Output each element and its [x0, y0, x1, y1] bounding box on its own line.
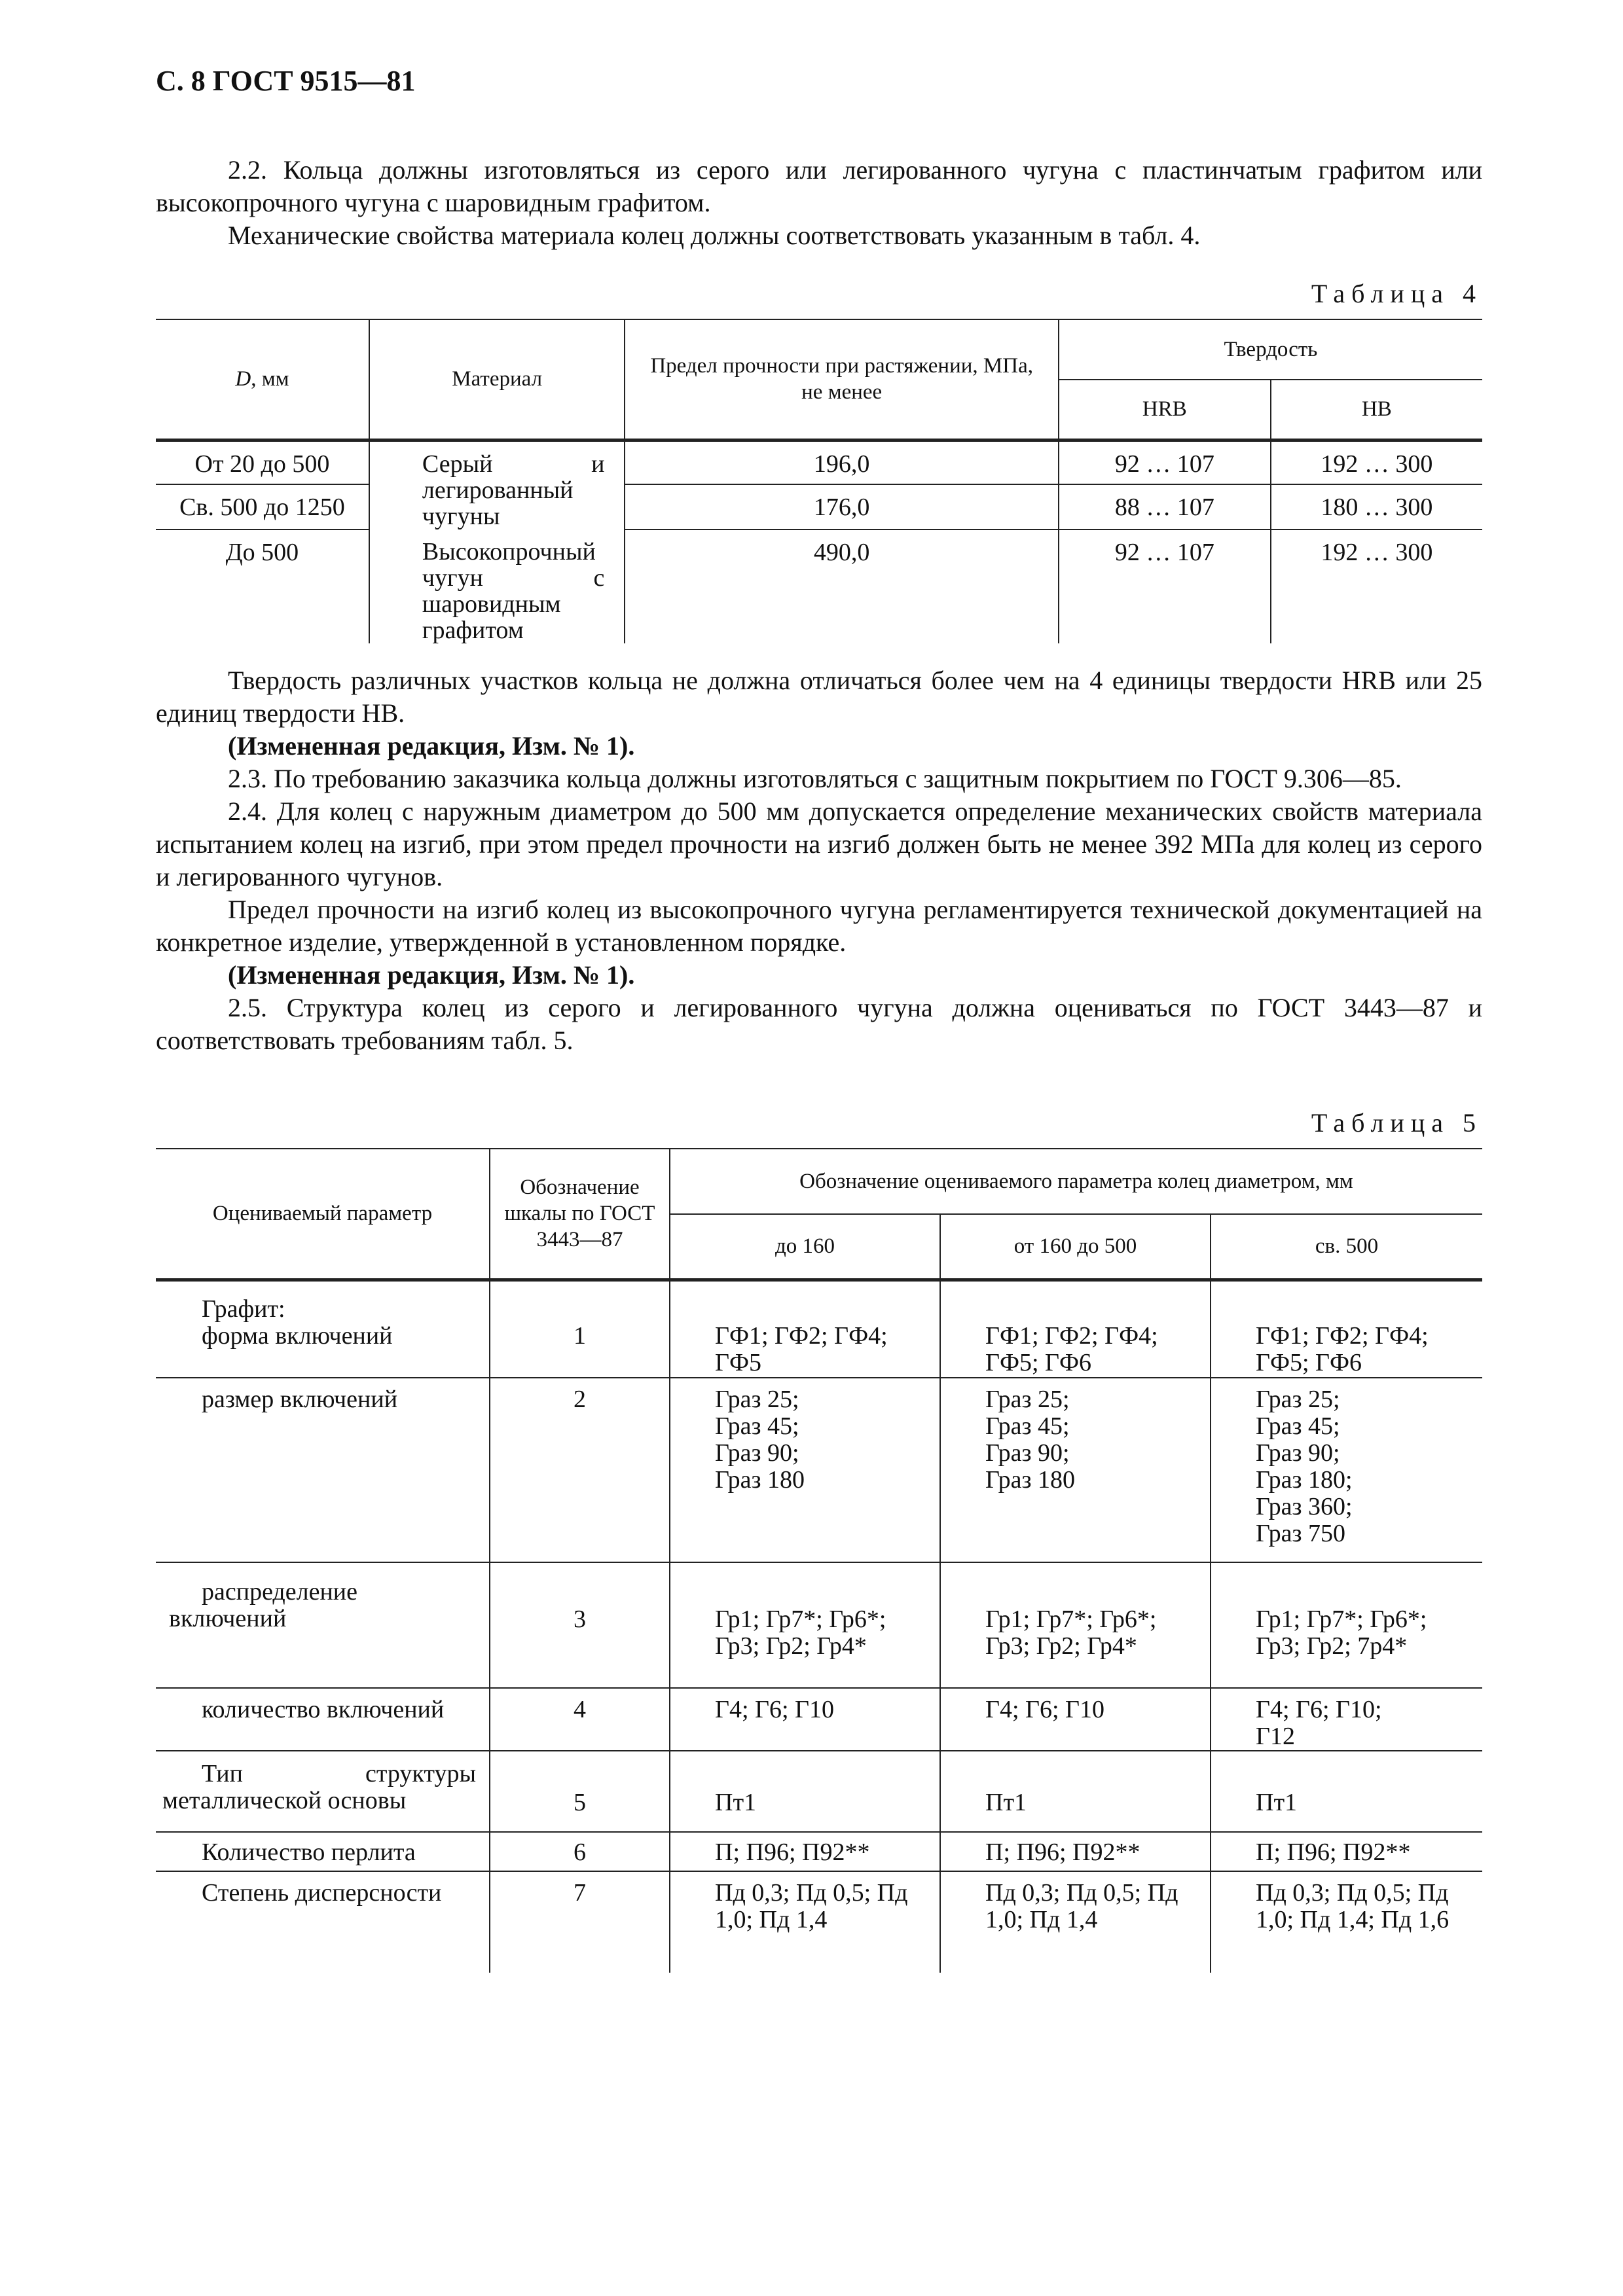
table4-cell: 196,0 [625, 440, 1058, 484]
table4-caption: Таблица 4 [1311, 279, 1482, 308]
table5-cell-param: количество включений [156, 1688, 490, 1751]
table5-cell: ГФ1; ГФ2; ГФ4; ГФ5; ГФ6 [1211, 1280, 1482, 1378]
table5-cell: ГФ1; ГФ2; ГФ4; ГФ5; ГФ6 [940, 1280, 1211, 1378]
table5-cell: Пд 0,3; Пд 0,5; Пд 1,0; Пд 1,4 [940, 1871, 1211, 1973]
table5-cell: П; П96; П92** [1211, 1832, 1482, 1871]
table5-cell: Граз 25; Граз 45; Граз 90; Граз 180 [670, 1378, 940, 1562]
table4-cell: 88 … 107 [1059, 484, 1271, 529]
table4-header-hrb: HRB [1059, 380, 1271, 440]
table5-cell: П; П96; П92** [670, 1832, 940, 1871]
table5-cell: П; П96; П92** [940, 1832, 1211, 1871]
table5-cell: Пт1 [940, 1751, 1211, 1832]
table5-caption: Таблица 5 [1311, 1108, 1482, 1138]
table5-cell: Пд 0,3; Пд 0,5; Пд 1,0; Пд 1,4 [670, 1871, 940, 1973]
table5-header-designation: Обозначение оцениваемого параметра колец диаметром, мм [670, 1149, 1482, 1214]
text-block-1 [156, 154, 1482, 252]
table-row [156, 1751, 1482, 1832]
table5-cell-param: Тип структуры металлической основы [156, 1751, 490, 1832]
table4-cell: До 500 [225, 538, 299, 566]
table-row [156, 440, 1482, 484]
paragraph: 2.4. Для колец с наружным диаметром до 500 мм допускается определение механических свойств материала испытанием колец на изгиб, при этом предел прочности на изгиб должен быть не менее 392 МПа для колец из серого и легированного чугунов. [156, 797, 1482, 891]
table4-header-strength: Предел прочности при растяжении, МПа, не менее [625, 319, 1058, 440]
table4-cell: Высокопрочный чугун с шаровидным графитом [369, 529, 625, 643]
table-row [156, 484, 1482, 529]
amendment-note: (Измененная редакция, Изм. № 1). [228, 731, 635, 761]
page-header: С. 8 ГОСТ 9515—81 [156, 65, 416, 97]
table4-cell: От 20 до 500 [156, 440, 369, 484]
table4-header-hardness: Твердость [1059, 319, 1482, 380]
table5-cell-param [156, 1280, 490, 1378]
table4 [156, 319, 1482, 643]
table5-cell: 5 [490, 1751, 670, 1832]
table5-cell: 2 [490, 1378, 670, 1562]
table5-cell: 4 [490, 1688, 670, 1751]
table5-cell: 1 [490, 1280, 670, 1378]
table5-header-param: Оцениваемый параметр [156, 1149, 490, 1280]
text-block-2 [156, 664, 1482, 1057]
table5-cell: Г4; Г6; Г10 [940, 1688, 1211, 1751]
table4-cell: 92 … 107 [1059, 529, 1271, 643]
table4-cell: Серый и легированный чугуны [369, 440, 625, 529]
table4-cell: 176,0 [625, 484, 1058, 529]
paragraph: 2.3. По требованию заказчика кольца должны изготовляться с защитным покрытием по ГОСТ 9.306—85. [228, 764, 1402, 793]
table4-header-d: D, мм [156, 319, 369, 440]
table5-cell: Г4; Г6; Г10; Г12 [1211, 1688, 1482, 1751]
table4-cell: Св. 500 до 1250 [156, 484, 369, 529]
table5-cell: Гр1; Гр7*; Гр6*; Гр3; Гр2; 7р4* [1211, 1562, 1482, 1688]
paragraph: Твердость различных участков кольца не должна отличаться более чем на 4 единицы твердости HRB или 25 единиц твердости HB. [156, 666, 1482, 728]
table5 [156, 1149, 1482, 1973]
table5-group-label: Графит: [202, 1295, 285, 1323]
table4-header-hb: HB [1271, 380, 1482, 440]
table-row [156, 1832, 1482, 1871]
table5-cell-param: распределение включений [156, 1562, 490, 1688]
table5-cell-param: Количество перлита [156, 1832, 490, 1871]
table5-cell: 3 [490, 1562, 670, 1688]
table4-cell: 192 … 300 [1271, 529, 1482, 643]
table5-cell-param: Степень дисперсности [202, 1879, 442, 1907]
table5-header-d2: от 160 до 500 [940, 1214, 1211, 1280]
table4-cell: 92 … 107 [1059, 440, 1271, 484]
table-row [156, 1871, 1482, 1973]
table5-cell: Г4; Г6; Г10 [670, 1688, 940, 1751]
table5-header-d1: до 160 [670, 1214, 940, 1280]
table5-cell: Граз 25; Граз 45; Граз 90; Граз 180 [940, 1378, 1211, 1562]
table-row [156, 1688, 1482, 1751]
paragraph: Предел прочности на изгиб колец из высокопрочного чугуна регламентируется технической документацией на конкретное изделие, утвержденной в установленном порядке. [156, 895, 1482, 957]
paragraph: 2.5. Структура колец из серого и легированного чугуна должна оцениваться по ГОСТ 3443—87 и соответствовать требованиям табл. 5. [156, 993, 1482, 1055]
table5-cell: ГФ1; ГФ2; ГФ4; ГФ5 [670, 1280, 940, 1378]
amendment-note: (Измененная редакция, Изм. № 1). [228, 960, 635, 990]
table4-cell: 180 … 300 [1271, 484, 1482, 529]
table5-cell-param: размер включений [156, 1378, 490, 1562]
table5-cell: Гр1; Гр7*; Гр6*; Гр3; Гр2; Гр4* [940, 1562, 1211, 1688]
table4-cell: 490,0 [625, 529, 1058, 643]
table-row [156, 1562, 1482, 1688]
table5-cell: Пт1 [670, 1751, 940, 1832]
table5-cell: Граз 25; Граз 45; Граз 90; Граз 180; Граз 360; Граз 750 [1211, 1378, 1482, 1562]
table5-param-label: форма включений [202, 1321, 393, 1350]
table5-cell: 7 [490, 1871, 670, 1973]
table5-cell: Гр1; Гр7*; Гр6*; Гр3; Гр2; Гр4* [670, 1562, 940, 1688]
table5-cell: Пд 0,3; Пд 0,5; Пд 1,0; Пд 1,4; Пд 1,6 [1211, 1871, 1482, 1973]
table4-header-material: Материал [369, 319, 625, 440]
table4-cell: 192 … 300 [1271, 440, 1482, 484]
table-row [156, 1378, 1482, 1562]
table-row [156, 529, 1482, 643]
paragraph: Механические свойства материала колец должны соответствовать указанным в табл. 4. [228, 221, 1201, 250]
table5-header-scale: Обозначение шкалы по ГОСТ 3443—87 [490, 1149, 670, 1280]
table5-cell: Пт1 [1211, 1751, 1482, 1832]
table5-header-d3: св. 500 [1211, 1214, 1482, 1280]
table5-cell: 6 [490, 1832, 670, 1871]
paragraph: 2.2. Кольца должны изготовляться из серого или легированного чугуна с пластинчатым графитом или высокопрочного чугуна с шаровидным графитом. [156, 155, 1482, 217]
table-row [156, 1280, 1482, 1378]
